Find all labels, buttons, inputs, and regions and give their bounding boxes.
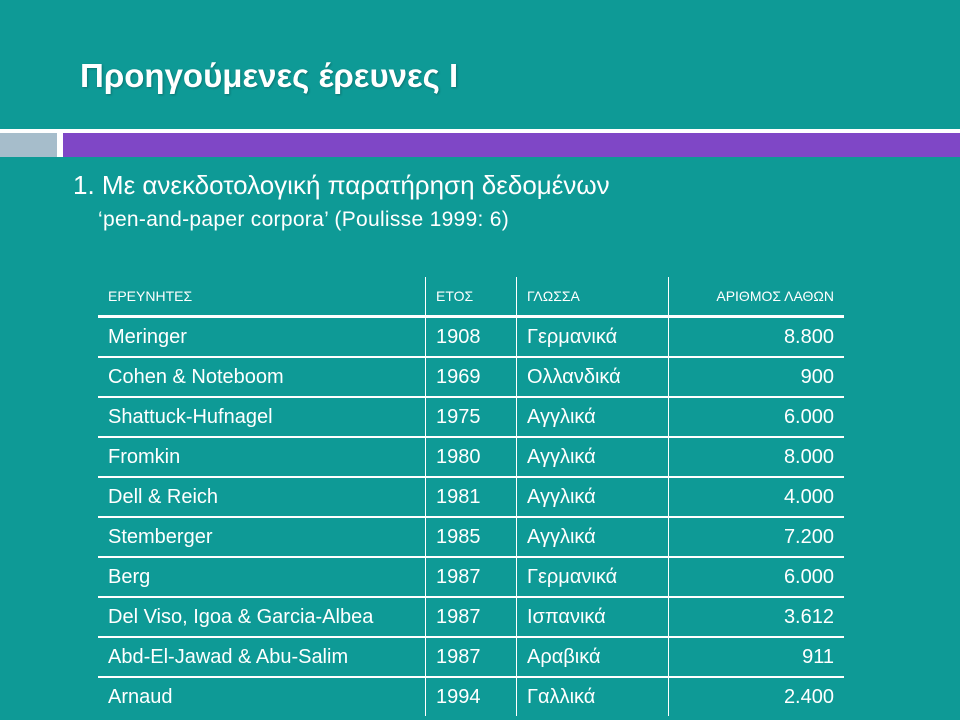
decorative-side-block [0, 133, 57, 157]
cell-year: 1969 [426, 357, 517, 397]
cell-language: Αραβικά [517, 637, 669, 677]
table-body [98, 317, 844, 717]
cell-year: 1985 [426, 517, 517, 557]
cell-researcher: Berg [98, 557, 426, 597]
cell-language: Γερμανικά [517, 557, 669, 597]
cell-researcher: Abd-El-Jawad & Abu-Salim [98, 637, 426, 677]
table-row [98, 677, 844, 716]
cell-error-count: 8.000 [669, 437, 845, 477]
table-row [98, 637, 844, 677]
cell-year: 1980 [426, 437, 517, 477]
slide-title: Προηγούμενες έρευνες Ι [80, 57, 459, 94]
cell-error-count: 7.200 [669, 517, 845, 557]
table-row [98, 517, 844, 557]
cell-language: Αγγλικά [517, 477, 669, 517]
cell-error-count: 3.612 [669, 597, 845, 637]
cell-language: Ισπανικά [517, 597, 669, 637]
cell-error-count: 4.000 [669, 477, 845, 517]
table-header-row [98, 277, 844, 317]
cell-researcher: Arnaud [98, 677, 426, 716]
cell-language: Αγγλικά [517, 437, 669, 477]
cell-language: Ολλανδικά [517, 357, 669, 397]
cell-error-count: 900 [669, 357, 845, 397]
cell-year: 1975 [426, 397, 517, 437]
header-language: ΓΛΩΣΣΑ [517, 277, 669, 317]
cell-error-count: 6.000 [669, 557, 845, 597]
cell-language: Αγγλικά [517, 397, 669, 437]
cell-language: Γερμανικά [517, 317, 669, 358]
header-year: ΕΤΟΣ [426, 277, 517, 317]
cell-language: Αγγλικά [517, 517, 669, 557]
cell-year: 1981 [426, 477, 517, 517]
bullet-point: 1. Με ανεκδοτολογική παρατήρηση δεδομένων [73, 170, 610, 200]
table-row [98, 437, 844, 477]
cell-researcher: Stemberger [98, 517, 426, 557]
cell-year: 1908 [426, 317, 517, 358]
cell-researcher: Cohen & Noteboom [98, 357, 426, 397]
cell-error-count: 911 [669, 637, 845, 677]
table-row [98, 357, 844, 397]
speech-errors-table [98, 277, 844, 716]
cell-year: 1987 [426, 557, 517, 597]
cell-error-count: 8.800 [669, 317, 845, 358]
cell-year: 1987 [426, 597, 517, 637]
cell-error-count: 6.000 [669, 397, 845, 437]
cell-researcher: Del Viso, Igoa & Garcia-Albea [98, 597, 426, 637]
cell-year: 1994 [426, 677, 517, 716]
cell-year: 1987 [426, 637, 517, 677]
header-researchers: ΕΡΕΥΝΗΤΕΣ [108, 288, 193, 304]
table-row [98, 557, 844, 597]
cell-researcher: Fromkin [98, 437, 426, 477]
decorative-accent-bar [63, 133, 960, 157]
cell-researcher: Meringer [98, 317, 426, 358]
cell-researcher: Shattuck-Hufnagel [98, 397, 426, 437]
cell-language: Γαλλικά [517, 677, 669, 716]
cell-researcher: Dell & Reich [98, 477, 426, 517]
table-row [98, 397, 844, 437]
cell-error-count: 2.400 [669, 677, 845, 716]
table-row [98, 477, 844, 517]
bullet-subpoint: ‘pen-and-paper corpora’ (Poulisse 1999: 6) [98, 208, 510, 231]
table-row [98, 317, 844, 358]
table-row [98, 597, 844, 637]
header-error-count: ΑΡΙΘΜΟΣ ΛΑΘΩΝ [669, 277, 845, 317]
